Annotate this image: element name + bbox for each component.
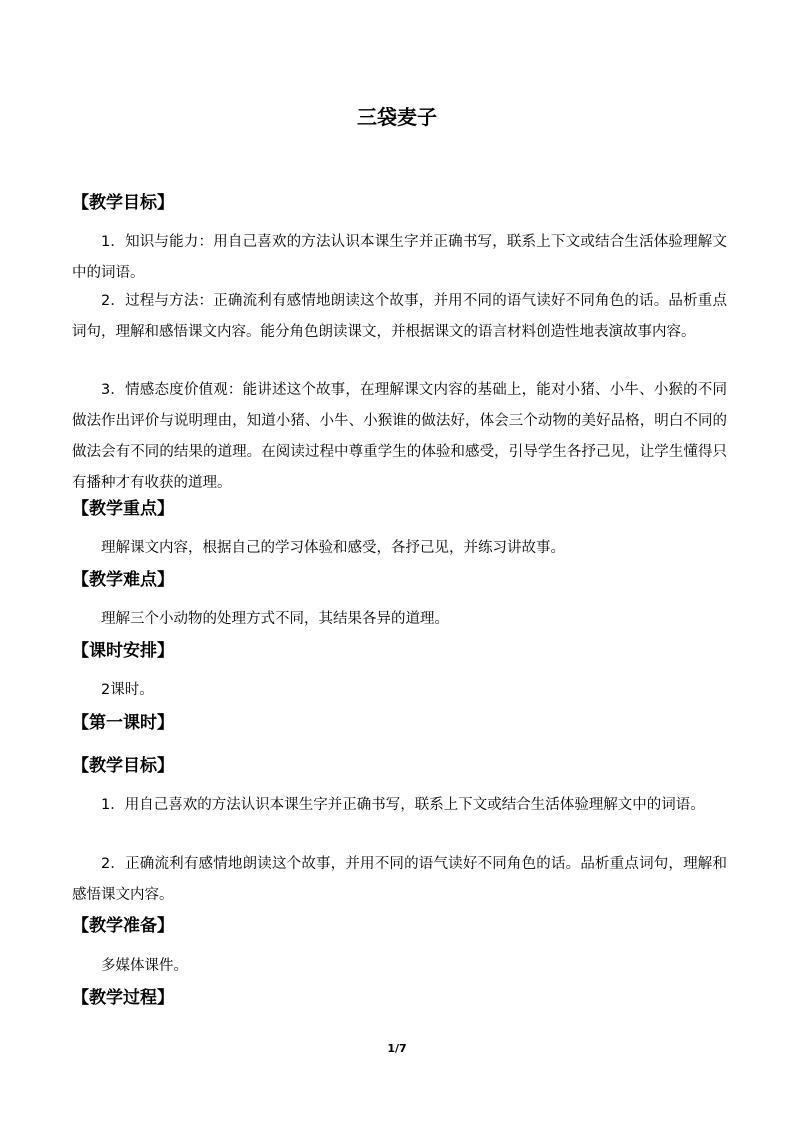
section-heading-difficulties: 【教学难点】	[72, 570, 174, 590]
teaching-goal-1: 1．知识与能力：用自己喜欢的方法认识本课生字并正确书写，联系上下文或结合生活体验理解文中的词语。	[72, 234, 727, 281]
section-heading-teaching-goals: 【教学目标】	[72, 193, 174, 213]
section-heading-key-points: 【教学重点】	[72, 499, 174, 519]
key-points-text: 理解课文内容，根据自己的学习体验和感受，各抒己见，并练习讲故事。	[101, 540, 565, 556]
lesson-goal-1: 1．用自己喜欢的方法认识本课生字并正确书写，联系上下文或结合生活体验理解文中的词语。	[101, 797, 705, 813]
section-heading-process: 【教学过程】	[72, 988, 174, 1008]
preparation-text: 多媒体课件。	[101, 958, 188, 974]
section-heading-schedule: 【课时安排】	[72, 641, 174, 661]
section-heading-lesson-goals: 【教学目标】	[72, 756, 174, 776]
page-number: 1/7	[387, 1042, 407, 1055]
teaching-goal-2: 2．过程与方法：正确流利有感情地朗读这个故事，并用不同的语气读好不同角色的话。品析重点词句，理解和感悟课文内容。能分角色朗读课文，并根据课文的语言材料创造性地表演故事内容。	[72, 293, 727, 340]
schedule-text: 2课时。	[101, 682, 154, 698]
lesson-goal-2: 2．正确流利有感情地朗读这个故事，并用不同的语气读好不同角色的话。品析重点词句，理解和感悟课文内容。	[72, 856, 727, 903]
document-title: 三袋麦子	[357, 105, 437, 129]
teaching-goal-3: 3．情感态度价值观：能讲述这个故事，在理解课文内容的基础上，能对小猪、小牛、小猴的不同做法作出评价与说明理由，知道小猪、小牛、小猴谁的做法好，体会三个动物的美好品格，明白不同的做法会有不同的结果的道理。在阅读过程中尊重学生的体验和感受，引导学生各抒己见，让学生懂得只有播种才有收获的道理。	[72, 382, 727, 491]
difficulties-text: 理解三个小动物的处理方式不同，其结果各异的道理。	[101, 611, 449, 627]
section-heading-preparation: 【教学准备】	[72, 916, 174, 936]
section-heading-first-lesson: 【第一课时】	[72, 713, 174, 733]
